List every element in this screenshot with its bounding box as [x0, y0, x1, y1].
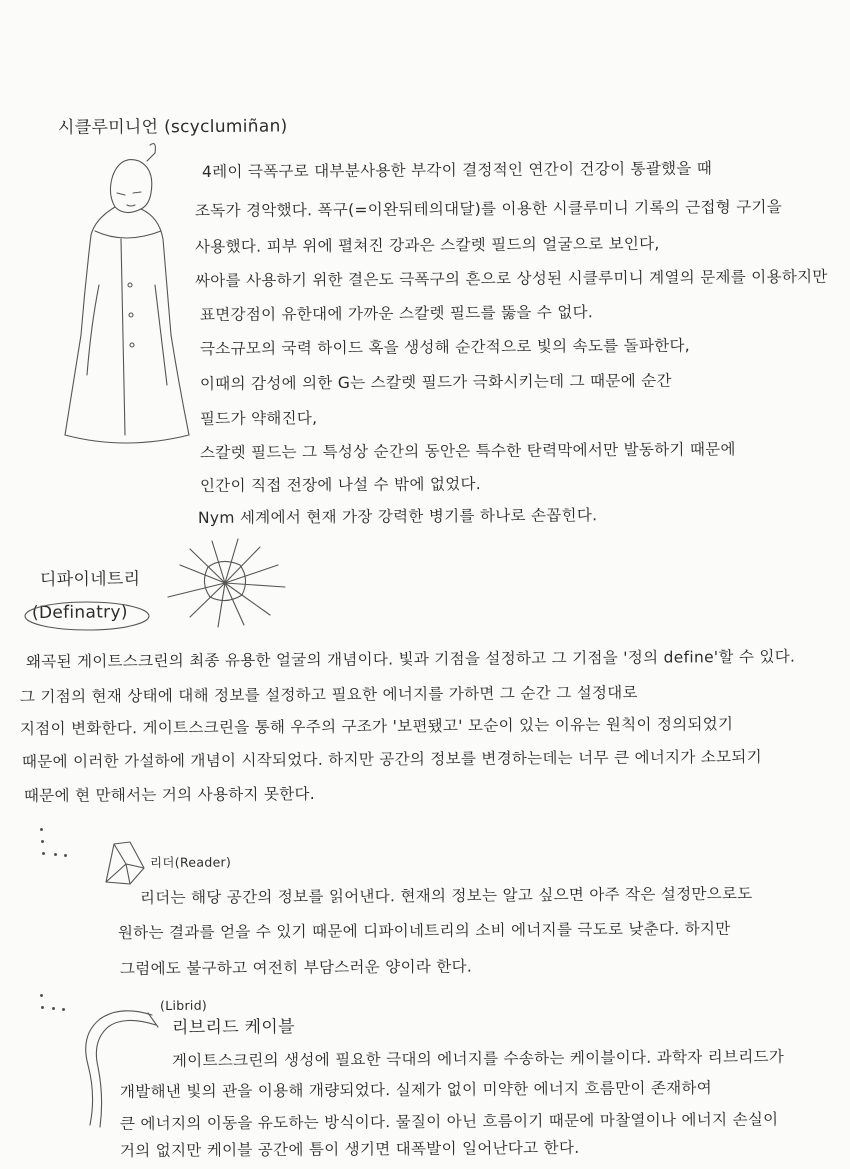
s4-line-2: 개발해낸 빛의 관을 이용해 개량되었다. 실제가 없이 미약한 에너지 흐름만이 존재하여 — [119, 1078, 713, 1101]
s1-line-11: Nym 세계에서 현재 가장 강력한 병기를 하나로 손꼽힌다. — [197, 506, 598, 527]
section-title-reader: 리더(Reader) — [149, 854, 232, 870]
s4-line-3: 큰 에너지의 이동을 유도하는 방식이다. 물질이 아닌 흐름이기 때문에 마찰열이나 에너지 손실이 — [119, 1110, 779, 1133]
s1-line-4: 싸아를 사용하기 위한 결은도 극폭구의 흔으로 상성된 시클루미니 계열의 문제를 이용하지만 — [194, 267, 828, 290]
s2-line-4: 때문에 이러한 가설하에 개념이 시작되었다. 하지만 공간의 정보를 변경하는데는 너무 큰 에너지가 소모되기 — [21, 747, 763, 771]
s1-line-9: 스칼렛 필드는 그 특성상 순간의 동안은 특수한 탄력막에서만 발동하기 때문에 — [199, 440, 736, 462]
s3-line-2: 원하는 결과를 얻을 수 있기 때문에 디파이네트리의 소비 에너지를 극도로 낮춘다. 하지만 — [117, 919, 731, 942]
s1-line-1: 4레이 극폭구로 대부분사용한 부각이 결정적인 연간이 건강이 통괄했을 때 — [201, 159, 713, 181]
s1-line-8: 필드가 약해진다, — [199, 409, 318, 428]
s1-line-6: 극소규모의 국력 하이드 혹을 생성해 순간적으로 빛의 속도를 돌파한다, — [199, 336, 691, 358]
section-title-definatry: 디파이네트리 — [39, 569, 141, 590]
librid-cable-sketch — [60, 1005, 160, 1130]
s2-line-3: 지점이 변화한다. 게이트스크린을 통해 우주의 구조가 '보편됐고' 모순이 있는 이유는 원칙이 정의되었기 — [19, 715, 734, 738]
section-subtitle-definatry: (Definatry) — [31, 602, 128, 623]
starburst-sketch — [160, 535, 290, 630]
s1-line-5: 표면강점이 유한대에 가까운 스칼렛 필드를 뚫을 수 없다. — [199, 303, 594, 324]
section-title-scyclumiñan: 시클루미니언 (scyclumiñan) — [57, 116, 288, 138]
s3-line-3: 그럼에도 불구하고 여전히 부담스러운 양이라 한다. — [119, 957, 473, 978]
reader-crystal-sketch — [100, 838, 150, 888]
definatry-crystal-sketch — [22, 598, 152, 634]
s2-line-2: 그 기점의 현재 상태에 대해 정보를 설정하고 필요한 에너지를 가하면 그 순간 그 설정대로 — [19, 683, 638, 706]
s4-line-4: 거의 없지만 케이블 공간에 틈이 생기면 대폭발이 일어난다고 한다. — [119, 1138, 580, 1160]
s2-line-1: 왜곡된 게이트스크린의 최종 유용한 얼굴의 개념이다. 빛과 기점을 설정하고 그 기점을 '정의 define'할 수 있다. — [25, 647, 796, 671]
section-title-librid-en: (Librid) — [159, 997, 208, 1013]
bullet-dot — [54, 853, 57, 856]
bullet-dot — [42, 852, 45, 855]
s1-line-2: 조독가 경악했다. 폭구(=이완뒤테의대달)를 이용한 시클루미니 기록의 근접형 구기을 — [194, 197, 783, 220]
bullet-dot — [41, 1006, 44, 1009]
s1-line-7: 이때의 감성에 의한 G는 스칼렛 필드가 극화시키는데 그 때문에 순간 — [199, 371, 672, 393]
s3-line-1: 리더는 해당 공간의 정보를 읽어낸다. 현재의 정보는 알고 싶으면 아주 작은 설정만으로도 — [139, 884, 753, 907]
section-title-librid-cable: 리브리드 케이블 — [171, 1017, 295, 1038]
s1-line-10: 인간이 직접 전장에 나설 수 밖에 없었다. — [199, 475, 482, 495]
bullet-dot — [40, 828, 43, 831]
s4-line-1: 게이트스크린의 생성에 필요한 극대의 에너지를 수송하는 케이블이다. 과학자 리브리드가 — [171, 1047, 785, 1070]
s2-line-5: 때문에 현 만해서는 거의 사용하지 못한다. — [23, 784, 316, 805]
bullet-dot — [41, 840, 44, 843]
hooded-figure-sketch — [55, 135, 195, 455]
s1-line-3: 사용했다. 피부 위에 펼쳐진 강과은 스칼렛 필드의 얼굴으로 보인다, — [194, 234, 660, 256]
bullet-dot — [64, 854, 67, 857]
bullet-dot — [40, 994, 43, 997]
bullet-dot — [52, 1007, 55, 1010]
